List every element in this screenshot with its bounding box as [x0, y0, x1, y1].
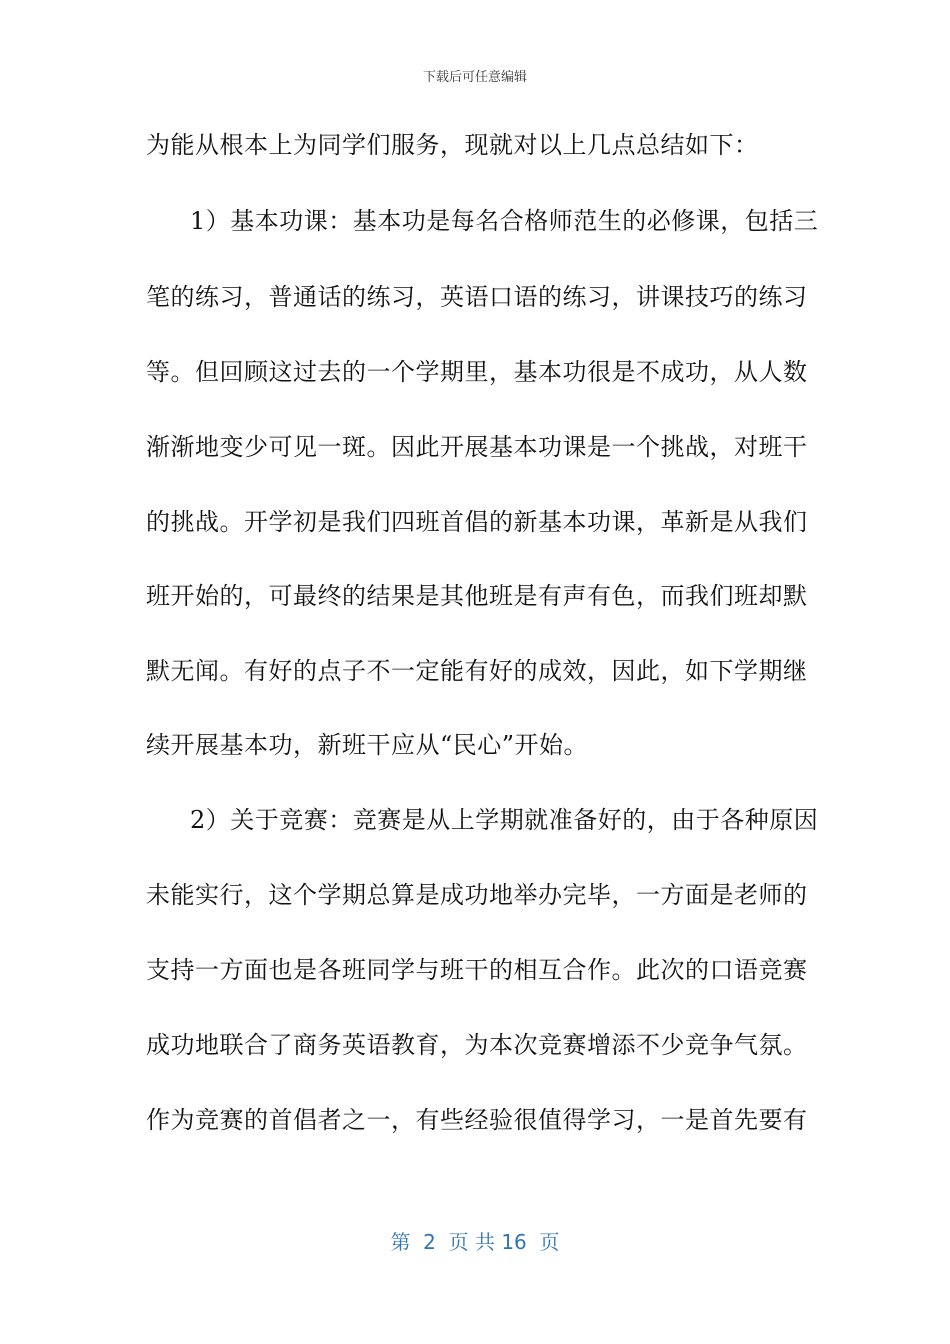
paragraph-line: 未能实行，这个学期总算是成功地举办完毕，一方面是老师的 [146, 881, 808, 909]
paragraph-line: 支持一方面也是各班同学与班干的相互合作。此次的口语竞赛 [146, 956, 808, 984]
page-number: 第 2 页 共 16 页 [390, 1230, 560, 1254]
paragraph-line: 作为竞赛的首倡者之一，有些经验很值得学习，一是首先要有 [146, 1106, 808, 1134]
paragraph-line: 等。但回顾这过去的一个学期里，基本功很是不成功，从人数 [146, 358, 808, 386]
header-note: 下载后可任意编辑 [422, 70, 527, 85]
paragraph-line: 成功地联合了商务英语教育，为本次竞赛增添不少竞争气氛。 [146, 1031, 808, 1059]
paragraph-line: 笔的练习，普通话的练习，英语口语的练习，讲课技巧的练习 [146, 283, 808, 311]
paragraph-line: 渐渐地变少可见一斑。因此开展基本功课是一个挑战，对班干 [146, 433, 808, 461]
paragraph-line: 班开始的，可最终的结果是其他班是有声有色，而我们班却默 [146, 582, 808, 610]
paragraph-line: 1）基本功课：基本功是每名合格师范生的必修课，包括三 [190, 207, 819, 235]
paragraph-line: 2）关于竞赛：竞赛是从上学期就准备好的，由于各种原因 [190, 806, 819, 834]
paragraph-line: 为能从根本上为同学们服务，现就对以上几点总结如下： [146, 131, 759, 159]
paragraph-line: 默无闻。有好的点子不一定能有好的成效，因此，如下学期继 [146, 657, 808, 685]
paragraph-line: 续开展基本功，新班干应从“民心”开始。 [146, 731, 589, 759]
paragraph-line: 的挑战。开学初是我们四班首倡的新基本功课，革新是从我们 [146, 508, 808, 536]
